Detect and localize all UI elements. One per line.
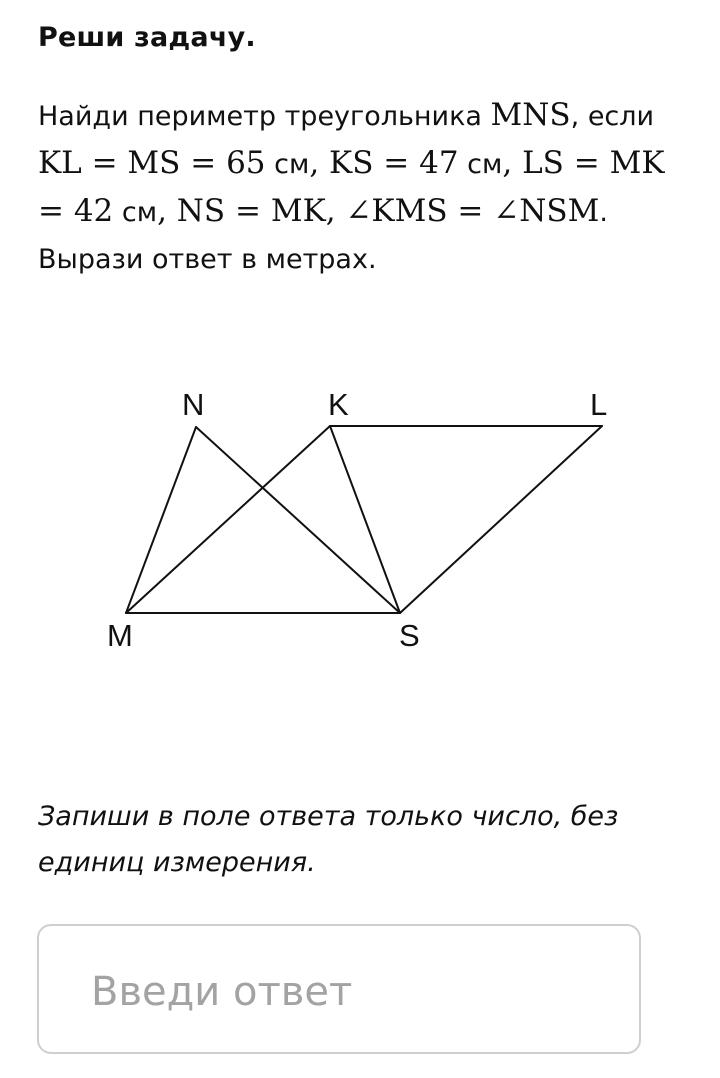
- geometry-diagram: [0, 370, 720, 670]
- math-ns-angles: , NS = MK, ∠KMS = ∠NSM: [157, 193, 600, 229]
- answer-input[interactable]: [89, 956, 593, 1028]
- problem-text-3: . Вырази ответ в метрах.: [38, 197, 608, 275]
- answer-field-container[interactable]: [37, 924, 641, 1054]
- problem-text-2: , если: [570, 101, 655, 132]
- problem-statement: [38, 92, 678, 283]
- vertex-label-k: K: [328, 387, 349, 422]
- unit-cm-3: см: [113, 197, 158, 228]
- vertex-label-l: L: [590, 387, 608, 422]
- vertex-label-s: S: [399, 618, 420, 653]
- unit-cm-2: см: [458, 149, 503, 180]
- unit-cm-1: см: [265, 149, 310, 180]
- math-triangle-mns: MNS: [490, 97, 571, 133]
- answer-instruction: Запиши в поле ответа только число, без единиц измерения.: [38, 801, 619, 878]
- vertex-label-n: N: [182, 387, 205, 422]
- segment-mn: [126, 427, 196, 613]
- segment-mk: [126, 426, 330, 613]
- segment-ls: [400, 426, 602, 613]
- math-ls-mk: , LS = MK = 42: [38, 145, 665, 229]
- vertex-label-m: M: [107, 618, 133, 653]
- problem-text-1: Найди периметр треугольника: [38, 101, 491, 132]
- segment-ks: [330, 426, 400, 613]
- math-kl-ms: KL = MS = 65: [38, 145, 266, 181]
- task-heading: Реши задачу.: [38, 22, 256, 53]
- math-ks: , KS = 47: [309, 145, 459, 181]
